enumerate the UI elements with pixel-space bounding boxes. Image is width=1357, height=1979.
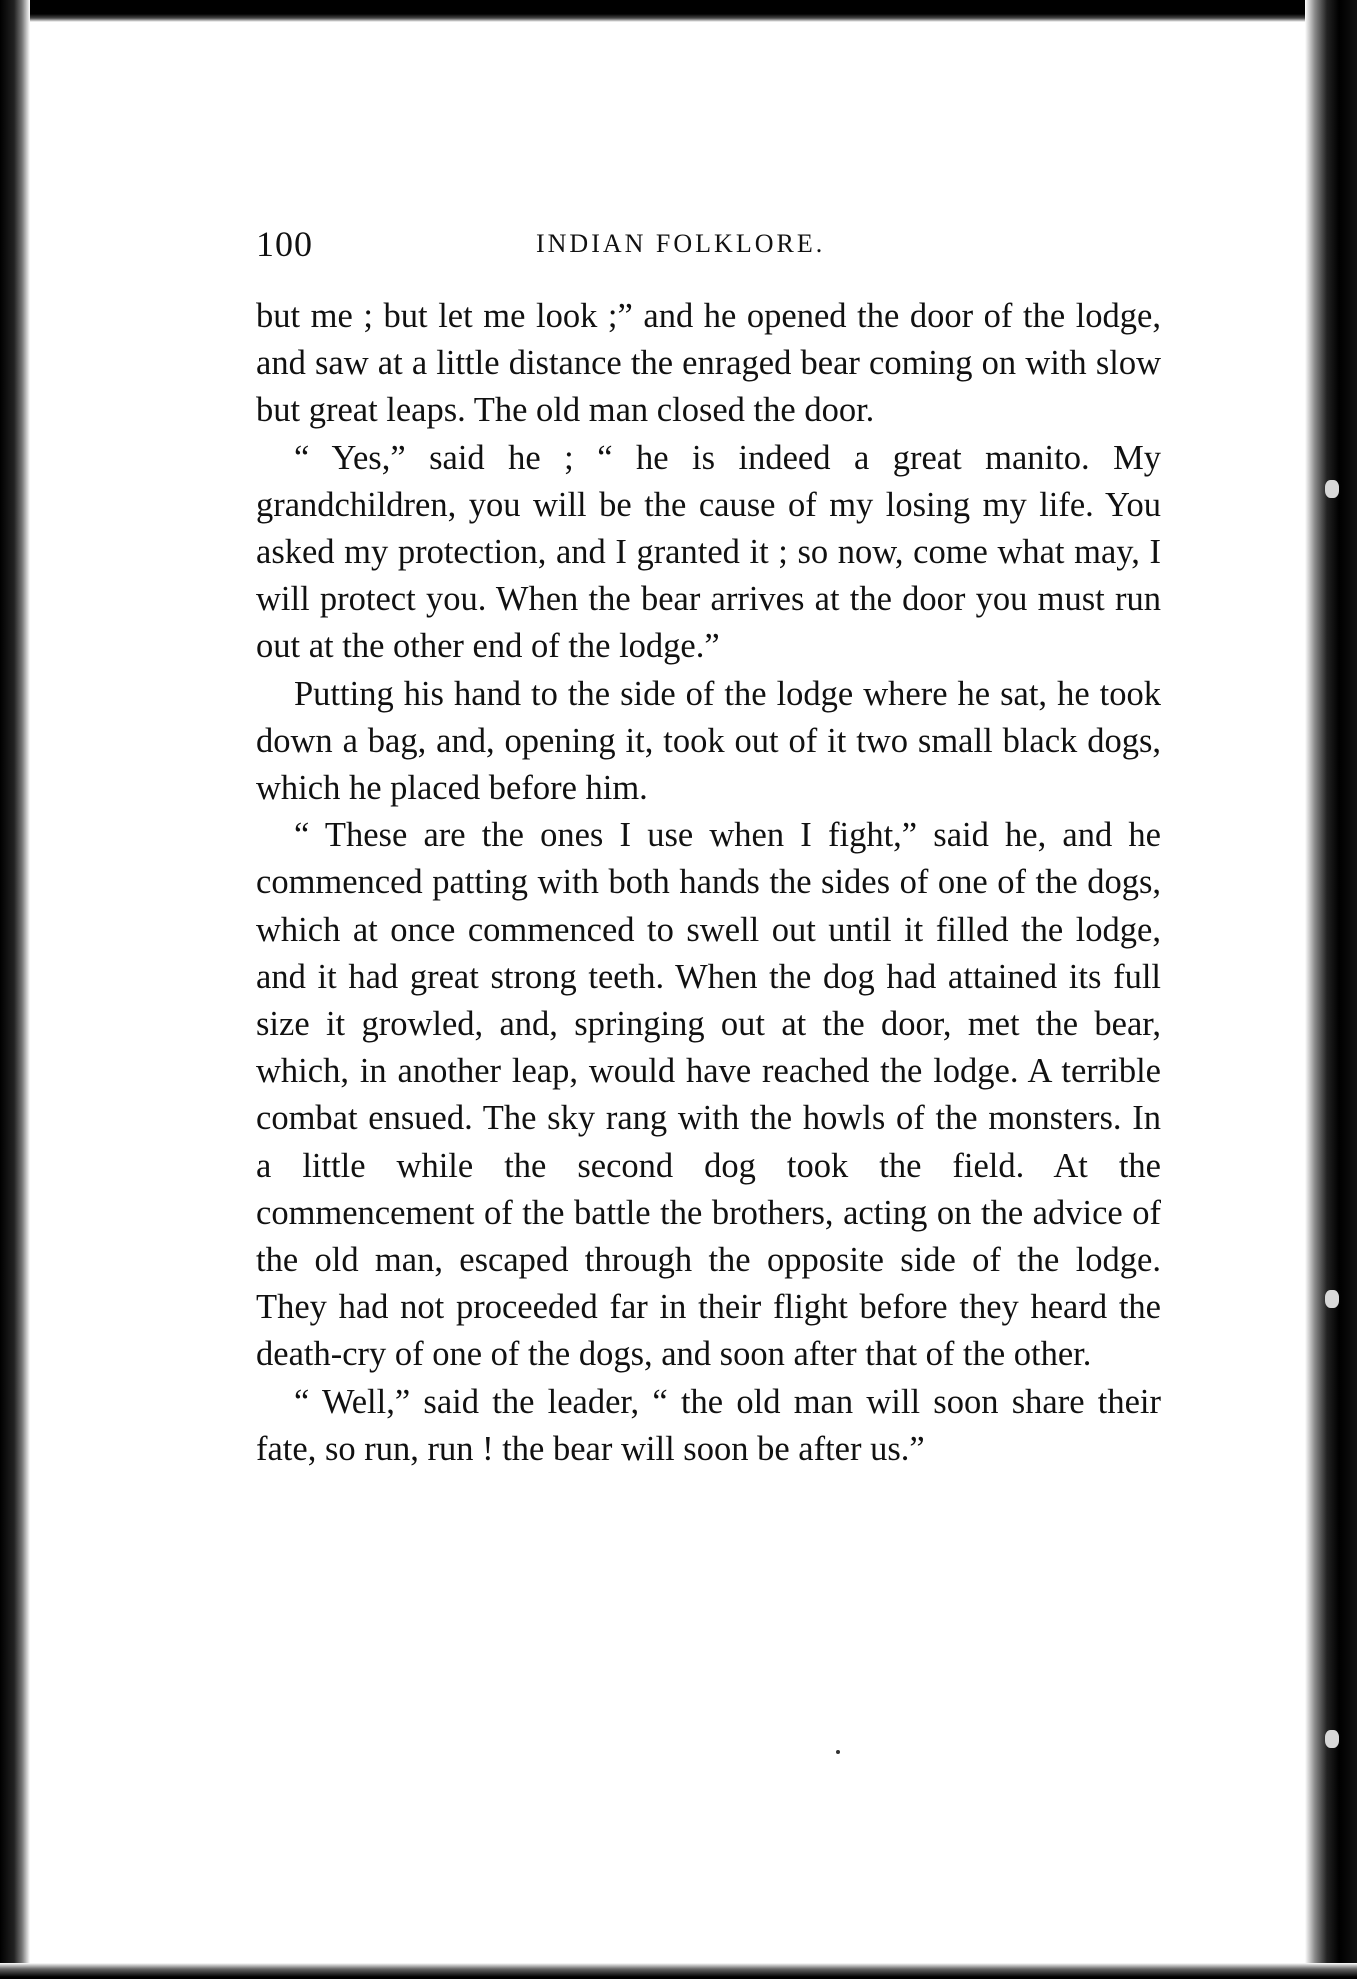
page-header xyxy=(256,215,1161,275)
paragraph: “ Well,” said the leader, “ the old man will soon share their fate, so run, run ! the bear will soon be after us.” xyxy=(256,1382,1161,1468)
scan-border-left xyxy=(0,0,30,1979)
scan-border-bottom xyxy=(0,1963,1357,1979)
paragraph: Putting his hand to the side of the lodge where he sat, he took down a bag, and, opening it, took out of it two small black dogs, which he placed before him. xyxy=(256,674,1161,808)
scan-speck xyxy=(1325,1290,1339,1308)
running-title: INDIAN FOLKLORE. xyxy=(536,229,826,258)
page-number: 100 xyxy=(256,224,313,264)
book-page xyxy=(256,215,1161,1473)
scan-speck xyxy=(1325,480,1339,498)
scan-border-right xyxy=(1305,0,1357,1979)
paragraph: “ These are the ones I use when I fight,” said he, and he commenced patting with both hands the sides of one of the dogs, which at once commenced to swell out until it filled the lodge, and it had great strong teeth. When the dog had attained its full size it growled, and, springing out at the door, met the bear, which, in another leap, would have reached the lodge. A terrible combat ensued. The sky rang with the howls of the monsters. In a little while the second dog took the field. At the commencement of the battle the brothers, acting on the advice of the old man, escaped through the opposite side of the lodge. They had not proceeded far in their flight before they heard the death-cry of one of the dogs, and soon after that of the other. xyxy=(256,816,1161,1374)
stray-mark xyxy=(836,1750,840,1754)
paragraph: “ Yes,” said he ; “ he is indeed a great manito. My grandchildren, you will be the cause of my losing my life. You asked my protection, and I granted it ; so now, come what may, I will protect you. When the bear arrives at the door you must run out at the other end of the lodge.” xyxy=(256,438,1161,666)
scan-speck xyxy=(1325,1730,1339,1748)
scan-border-top xyxy=(0,0,1357,22)
paragraph: but me ; but let me look ;” and he opened the door of the lodge, and saw at a little distance the enraged bear coming on with slow but great leaps. The old man closed the door. xyxy=(256,297,1161,430)
body-text xyxy=(256,293,1161,1473)
